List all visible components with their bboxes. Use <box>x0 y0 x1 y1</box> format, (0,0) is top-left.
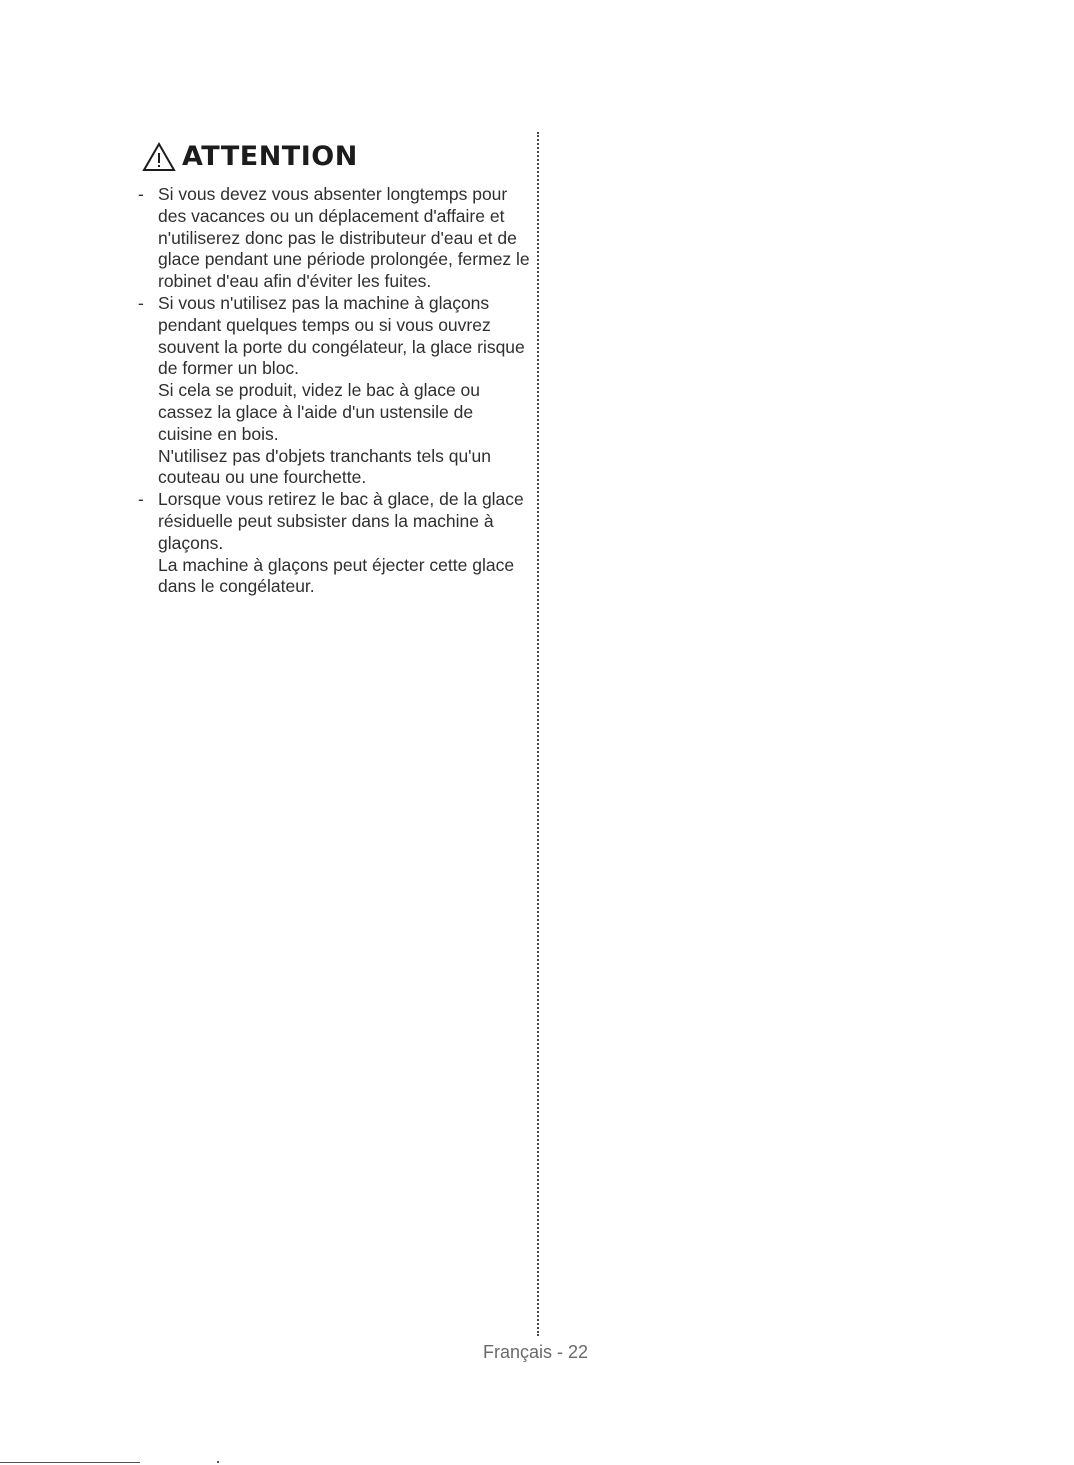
text-line: robinet d'eau afin d'éviter les fuites. <box>158 271 432 292</box>
text-line: dans le congélateur. <box>158 576 315 597</box>
paragraph <box>158 292 525 380</box>
text-line: de former un bloc. <box>158 358 300 379</box>
text-line: glaçons. <box>158 532 224 553</box>
paragraph <box>158 380 518 445</box>
text-line: souvent la porte du congélateur, la glace risque <box>158 336 525 357</box>
bullet-dash: - <box>138 292 144 313</box>
text-line: glace pendant une période prolongée, fermez le <box>158 249 530 270</box>
text-line: Si vous n'utilisez pas la machine à glaçons <box>158 292 490 313</box>
page-number: Français - 22 <box>483 1342 589 1362</box>
caution-list <box>118 184 530 598</box>
section-heading <box>142 140 358 174</box>
text-line: cuisine en bois. <box>158 423 279 444</box>
text-line: N'utilisez pas d'objets tranchants tels qu'un <box>158 445 491 466</box>
list-item <box>118 489 524 598</box>
warning-triangle-icon <box>142 142 176 172</box>
text-line: couteau ou une fourchette. <box>158 467 367 488</box>
text-line: Si cela se produit, videz le bac à glace ou <box>158 380 480 401</box>
text-line: pendant quelques temps ou si vous ouvrez <box>158 314 491 335</box>
bullet-dash: - <box>138 489 144 510</box>
bullet-dash: - <box>138 184 144 204</box>
paragraph <box>158 555 518 599</box>
text-line: Si vous devez vous absenter longtemps pour <box>158 184 508 204</box>
text-line: des vacances ou un déplacement d'affaire et <box>158 205 505 226</box>
text-line: n'utiliserez donc pas le distributeur d'eau et de <box>158 227 517 248</box>
section-title: ATTENTION <box>182 141 358 172</box>
bottom-rule <box>0 1462 140 1463</box>
column-divider <box>537 132 539 1336</box>
list-item <box>118 292 525 489</box>
text-line: cassez la glace à l'aide d'un ustensile de <box>158 401 474 422</box>
text-line: résiduelle peut subsister dans la machine à <box>158 510 494 531</box>
paragraph <box>158 489 524 554</box>
paragraph <box>158 446 518 490</box>
text-line: Lorsque vous retirez le bac à glace, de la glace <box>158 489 524 510</box>
bottom-mark <box>217 1461 219 1463</box>
list-item <box>118 184 530 293</box>
text-line: La machine à glaçons peut éjecter cette glace <box>158 554 515 575</box>
paragraph <box>158 184 530 293</box>
